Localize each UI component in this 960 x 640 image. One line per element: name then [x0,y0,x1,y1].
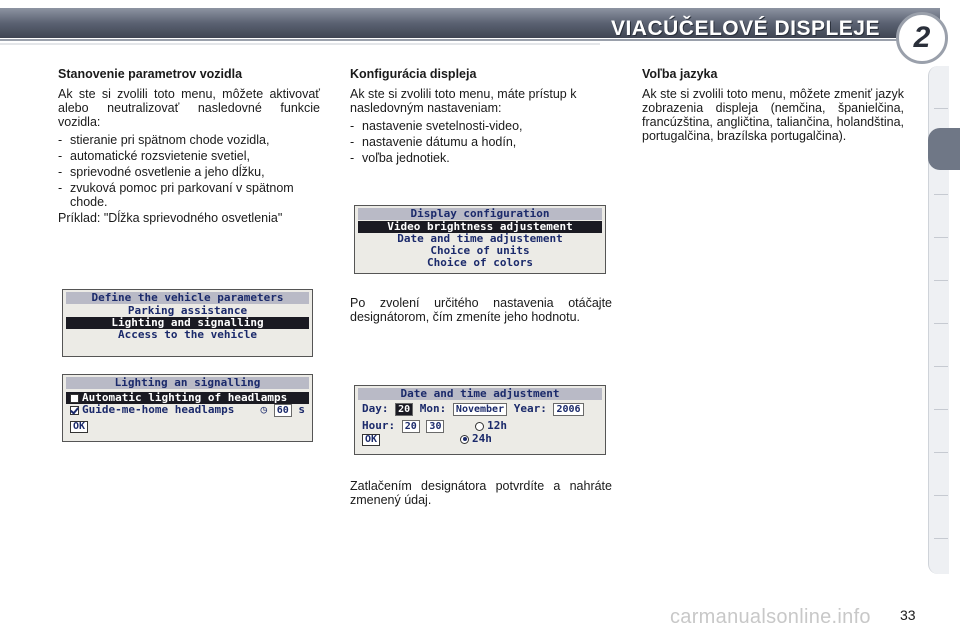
display-configuration-display [354,205,606,274]
page-number: 33 [900,607,916,623]
ok-button: OK [70,421,88,433]
chapter-tab-strip [928,66,960,574]
setting-label: Automatic lighting of headlamps [82,391,288,404]
list-item: - sprievodné osvetlenie a jeho dĺžku, [58,165,320,179]
radio-selected-icon [460,435,469,444]
lighting-display [62,374,313,442]
example-text: Príklad: "Dĺžka sprievodného osvetlenia" [58,211,283,225]
checkbox-checked-icon [70,406,79,415]
radio-icon [475,422,484,431]
duration-field: 60 [274,404,292,417]
list-item: - nastavenie dátumu a hodín, [350,135,612,149]
ok-row [66,420,309,432]
page-title: VIACÚČELOVÉ DISPLEJE [610,17,880,40]
ok-button: OK [362,434,380,446]
day-label: Day: [362,402,389,415]
checkbox-icon [70,394,79,403]
setting-row [66,404,309,416]
active-chapter-tab [928,128,960,170]
display-title: Define the vehicle parameters [66,292,309,304]
clock-icon: ◷ [260,403,268,416]
unit-label: s [298,403,305,416]
chapter-badge: 2 [896,12,948,64]
list-item: - stieranie pri spätnom chode vozidla, [58,133,320,147]
display-title: Lighting an signalling [66,377,309,389]
date-row [358,402,602,416]
setting-list [350,119,612,165]
menu-row: Date and time adjustement [397,232,563,245]
hour-field: 20 [402,420,420,433]
menu-row: Parking assistance [127,304,248,317]
adjust-instructions [350,296,612,328]
display-title: Display configuration [358,208,602,220]
format-24h-option [460,432,492,445]
paragraph: Ak ste si zvolili toto menu, máte prístup k nasledovným nastaveniam: [350,87,577,115]
page-header [0,0,960,56]
year-label: Year: [513,402,547,415]
paragraph: Ak ste si zvolili toto menu, môžete zmeniť jazyk zobrazenia displeja (nemčina, španielčina, francúzština, angličtina, taliančina, holandština, portugalčina, brazílska portugalčina). [642,87,904,143]
menu-row-selected: Lighting and signalling [66,317,309,329]
feature-list [58,133,320,209]
section-heading: Stanovenie parametrov vozidla [58,67,243,81]
format-12h-option [475,419,507,432]
hour-label: Hour: [362,419,396,432]
paragraph: Ak ste si zvolili toto menu, môžete aktivovať alebo neutralizovať nasledovné funkcie vozidla: [58,87,320,129]
menu-row: Choice of units [430,244,530,257]
section-heading: Konfigurácia displeja [350,67,477,81]
year-field: 2006 [553,403,583,416]
list-item: - automatické rozsvietenie svetiel, [58,149,320,163]
section-heading: Voľba jazyka [642,67,718,81]
column-display-configuration [350,67,612,167]
watermark: carmanualsonline.info [670,606,871,628]
month-label: Mon: [419,402,447,415]
hour-row [358,419,602,432]
menu-row: Choice of colors [427,256,533,269]
minute-field: 30 [426,420,444,433]
option-label: 24h [472,432,492,445]
menu-row: Access to the vehicle [117,328,258,341]
display-title: Date and time adjustment [358,388,602,400]
confirm-instructions [350,479,612,511]
list-item: - voľba jednotiek. [350,151,612,165]
day-field: 20 [395,403,413,416]
list-item: - nastavenie svetelnosti-video, [350,119,612,133]
menu-row-selected: Video brightness adjustement [358,221,602,233]
month-field: November [453,403,507,416]
paragraph: Zatlačením designátora potvrdíte a nahráte zmenený údaj. [350,479,612,507]
column-language [642,67,904,147]
option-label: 12h [487,419,507,432]
date-time-display [354,385,606,455]
setting-label: Guide-me-home headlamps [82,403,235,416]
list-item: - zvuková pomoc pri parkovaní v spätnom chode. [58,181,320,209]
ok-row [358,432,602,445]
paragraph: Po zvolení určitého nastavenia otáčajte designátorom, čím zmeníte jeho hodnotu. [350,296,612,324]
column-vehicle-parameters [58,67,320,229]
vehicle-parameters-display [62,289,313,357]
